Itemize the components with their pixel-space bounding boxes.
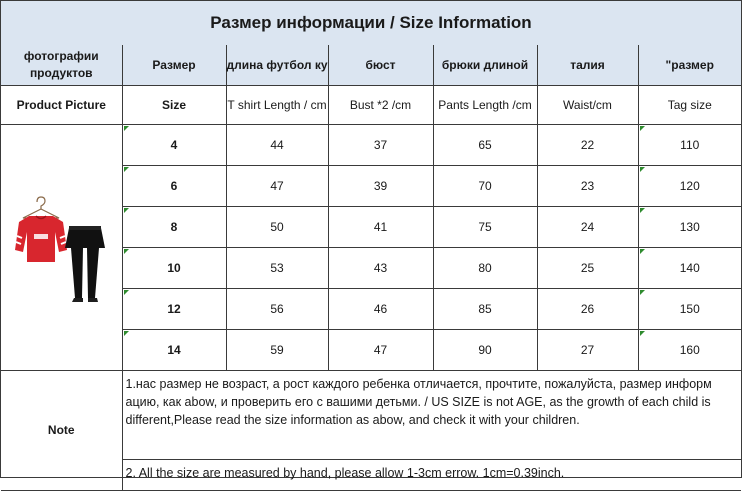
header-en-product-picture: Product Picture <box>1 86 122 125</box>
size-value: 10 <box>122 248 226 289</box>
tag-size-value: 140 <box>638 248 741 289</box>
size-value: 6 <box>122 166 226 207</box>
tag-size-value: 130 <box>638 207 741 248</box>
tag-size-value: 160 <box>638 330 741 371</box>
header-en-tag-size: Tag size <box>638 86 741 125</box>
tag-size-value: 150 <box>638 289 741 330</box>
pants-length-value: 65 <box>433 125 537 166</box>
bust-value: 37 <box>328 125 433 166</box>
waist-value: 27 <box>537 330 638 371</box>
bust-value: 39 <box>328 166 433 207</box>
size-chart-title: Размер информации / Size Information <box>1 1 741 46</box>
note-label: Note <box>1 371 122 491</box>
waist-value: 22 <box>537 125 638 166</box>
header-ru-tshirt-length: длина футбол ку <box>226 45 328 86</box>
bust-value: 47 <box>328 330 433 371</box>
tshirt-length-value: 56 <box>226 289 328 330</box>
size-value: 12 <box>122 289 226 330</box>
pants-length-value: 70 <box>433 166 537 207</box>
header-en-size: Size <box>122 86 226 125</box>
note-text-1: 1.нас размер не возраст, а рост каждого ребенка отличается, прочтите, пожалуйста, размер информ ацию, как abow, и проверить его с вашими детьми. / US SIZE is not AGE, as the growth of each child is different,Please read the size information as abow, and check it with your children. <box>122 371 741 460</box>
pants-length-value: 80 <box>433 248 537 289</box>
product-picture-cell <box>1 125 122 371</box>
tag-size-value: 120 <box>638 166 741 207</box>
header-row-english <box>1 86 741 125</box>
tshirt-length-value: 50 <box>226 207 328 248</box>
waist-value: 24 <box>537 207 638 248</box>
product-image <box>13 188 109 308</box>
pants-length-value: 75 <box>433 207 537 248</box>
note-row <box>1 371 741 460</box>
header-ru-bust: бюст <box>328 45 433 86</box>
pants-length-value: 85 <box>433 289 537 330</box>
pants-length-value: 90 <box>433 330 537 371</box>
bust-value: 41 <box>328 207 433 248</box>
bust-value: 43 <box>328 248 433 289</box>
tshirt-length-value: 53 <box>226 248 328 289</box>
header-ru-product-picture: фотографии продуктов <box>1 45 122 86</box>
bust-value: 46 <box>328 289 433 330</box>
header-en-waist: Waist/cm <box>537 86 638 125</box>
size-value: 8 <box>122 207 226 248</box>
size-value: 4 <box>122 125 226 166</box>
header-ru-pants-length: брюки длиной <box>433 45 537 86</box>
waist-value: 26 <box>537 289 638 330</box>
header-ru-tag-size: "размер <box>638 45 741 86</box>
waist-value: 25 <box>537 248 638 289</box>
header-ru-size: Размер <box>122 45 226 86</box>
header-ru-waist: талия <box>537 45 638 86</box>
header-en-tshirt-length: T shirt Length / cm <box>226 86 328 125</box>
table-row <box>1 125 741 166</box>
header-en-pants-length: Pants Length /cm <box>433 86 537 125</box>
size-value: 14 <box>122 330 226 371</box>
tag-size-value: 110 <box>638 125 741 166</box>
header-row-russian <box>1 45 741 86</box>
tshirt-length-value: 47 <box>226 166 328 207</box>
tshirt-length-value: 44 <box>226 125 328 166</box>
note-text-2: 2. All the size are measured by hand, please allow 1-3cm errow. 1cm=0.39inch. <box>122 460 741 491</box>
tshirt-length-value: 59 <box>226 330 328 371</box>
waist-value: 23 <box>537 166 638 207</box>
size-table <box>1 45 741 491</box>
header-en-bust: Bust *2 /cm <box>328 86 433 125</box>
